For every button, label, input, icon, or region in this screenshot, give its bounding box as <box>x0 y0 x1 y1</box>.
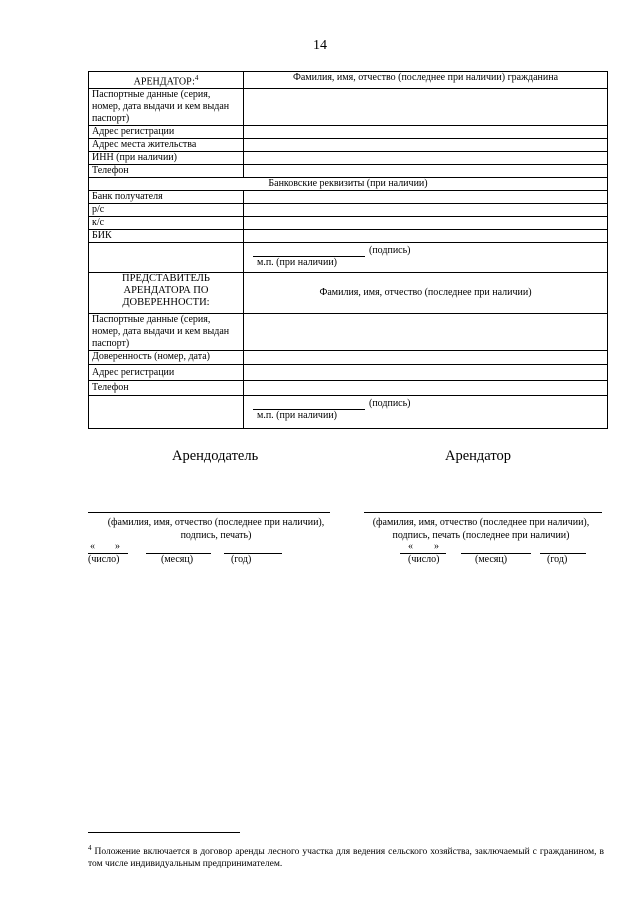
quote-close: » <box>434 541 439 552</box>
phone-label: Телефон <box>89 165 244 178</box>
day-label: (число) <box>408 554 440 565</box>
bank-name-label: Банк получателя <box>89 191 244 204</box>
table-row <box>89 191 608 204</box>
signature-label: (подпись) <box>369 398 411 410</box>
month-label: (месяц) <box>161 554 194 565</box>
rep-phone-label: Телефон <box>89 381 244 396</box>
lessee-title: АРЕНДАТОР: <box>133 76 195 88</box>
bank-header: Банковские реквизиты (при наличии) <box>89 178 608 191</box>
stamp-label: м.п. (при наличии) <box>257 410 337 422</box>
lessee-header-fio: Фамилия, имя, отчество (последнее при наличии) гражданина <box>244 72 608 89</box>
quote-open: « <box>408 541 413 552</box>
lessee-signature-line <box>364 512 602 513</box>
year-label: (год) <box>547 554 568 565</box>
footnote-mark: 4 <box>88 844 92 852</box>
rep-passport-value <box>244 314 608 351</box>
lessee-header-row <box>89 72 608 89</box>
bik-value <box>244 230 608 243</box>
inn-value <box>244 152 608 165</box>
lessee-header-label <box>89 72 244 89</box>
rep-signature-row <box>89 396 608 429</box>
rep-registration-value <box>244 365 608 381</box>
settlement-account-label: р/с <box>89 204 244 217</box>
power-of-attorney-value <box>244 351 608 365</box>
registration-address-label: Адрес регистрации <box>89 126 244 139</box>
footnote-ref: 4 <box>194 74 199 82</box>
bik-label: БИК <box>89 230 244 243</box>
lessee-signature-cell <box>244 243 608 273</box>
lessee-date-row <box>0 541 640 571</box>
lessee-title-bottom: Арендатор <box>445 448 512 464</box>
year-label: (год) <box>231 554 252 565</box>
signature-line <box>253 399 365 410</box>
representative-header-fio: Фамилия, имя, отчество (последнее при наличии) <box>244 273 608 314</box>
stamp-label: м.п. (при наличии) <box>257 257 337 269</box>
day-label: (число) <box>88 554 120 565</box>
inn-label: ИНН (при наличии) <box>89 152 244 165</box>
bank-name-value <box>244 191 608 204</box>
rep-phone-value <box>244 381 608 396</box>
table-row <box>89 139 608 152</box>
power-of-attorney-label: Доверенность (номер, дата) <box>89 351 244 365</box>
rep-signature-empty <box>89 396 244 429</box>
phone-value <box>244 165 608 178</box>
lessee-signature-caption: (фамилия, имя, отчество (последнее при наличии), подпись, печать (последнее при наличии) <box>372 517 590 541</box>
table-row <box>89 152 608 165</box>
rep-passport-label: Паспортные данные (серия, номер, дата выдачи и кем выдан паспорт) <box>89 314 244 351</box>
representative-title: ПРЕДСТАВИТЕЛЬ АРЕНДАТОРА ПО ДОВЕРЕННОСТИ: <box>89 273 244 314</box>
table-row <box>89 381 608 396</box>
residence-address-value <box>244 139 608 152</box>
signature-label: (подпись) <box>369 245 411 257</box>
correspondent-account-label: к/с <box>89 217 244 230</box>
quote-open: « <box>90 541 95 552</box>
table-row <box>89 89 608 126</box>
representative-header-row <box>89 273 608 314</box>
passport-value <box>244 89 608 126</box>
bank-header-row <box>89 178 608 191</box>
table-row <box>89 165 608 178</box>
settlement-account-value <box>244 204 608 217</box>
table-row <box>89 217 608 230</box>
table-row <box>89 314 608 351</box>
lessor-signature-line <box>88 512 330 513</box>
lessee-signature-row <box>89 243 608 273</box>
month-label: (месяц) <box>475 554 508 565</box>
footnote-rule <box>88 832 240 833</box>
table-row <box>89 204 608 217</box>
passport-label: Паспортные данные (серия, номер, дата выдачи и кем выдан паспорт) <box>89 89 244 126</box>
footnote <box>88 842 604 870</box>
quote-close: » <box>115 541 120 552</box>
lessor-title: Арендодатель <box>172 448 259 464</box>
page-number: 14 <box>313 38 327 53</box>
correspondent-account-value <box>244 217 608 230</box>
table-row <box>89 365 608 381</box>
rep-registration-label: Адрес регистрации <box>89 365 244 381</box>
table-row <box>89 126 608 139</box>
lessee-signature-empty <box>89 243 244 273</box>
footnote-text: Положение включается в договор аренды лесного участка для ведения сельского хозяйства, заключаемый с гражданином, в том числе индивидуальным предпринимателем. <box>88 847 604 870</box>
table-row <box>89 351 608 365</box>
registration-address-value <box>244 126 608 139</box>
residence-address-label: Адрес места жительства <box>89 139 244 152</box>
lessee-details-table <box>88 71 608 429</box>
lessor-signature-caption: (фамилия, имя, отчество (последнее при наличии), подпись, печать) <box>107 517 325 541</box>
signature-line <box>253 246 365 257</box>
rep-signature-cell <box>244 396 608 429</box>
table-row <box>89 230 608 243</box>
